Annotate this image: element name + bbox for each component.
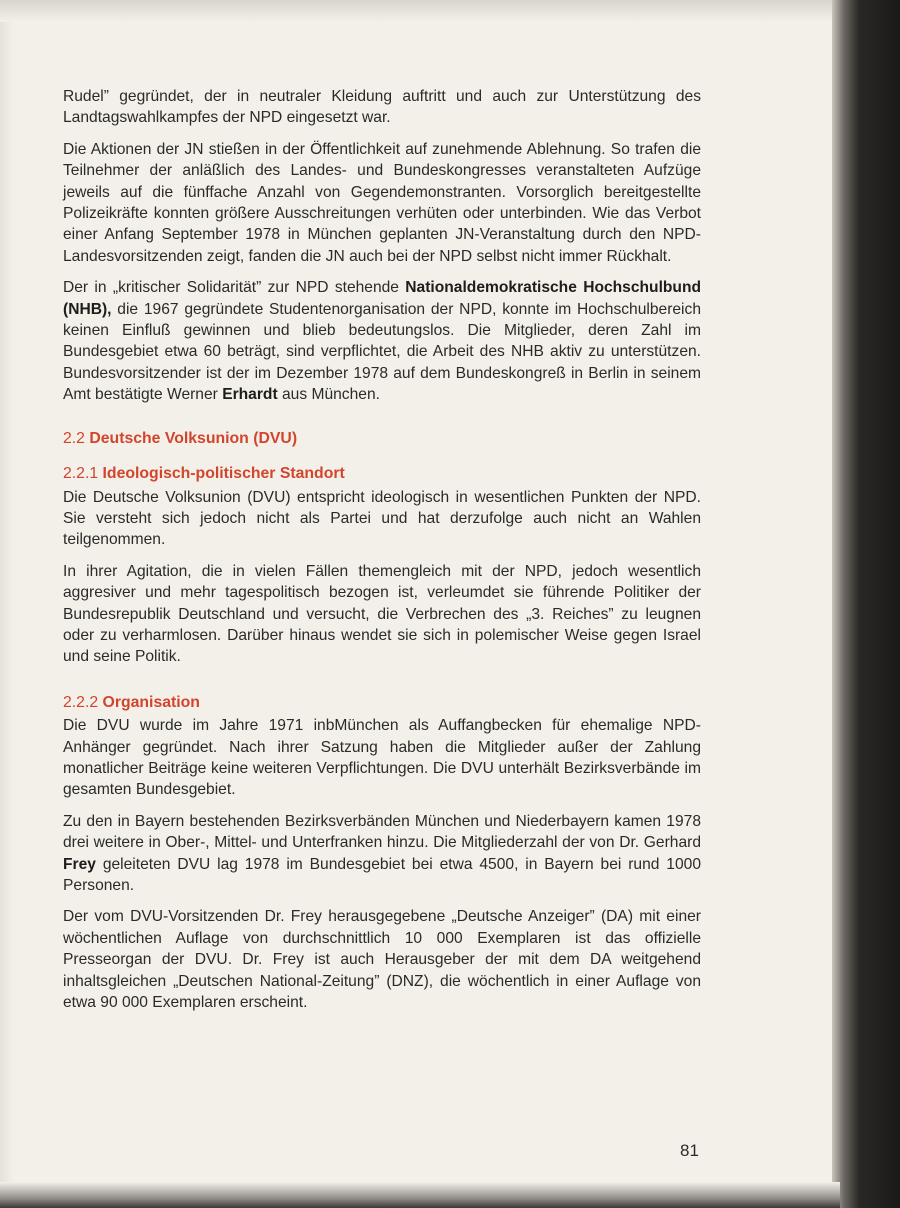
page-text-column — [63, 86, 701, 1023]
page-number: 81 — [680, 1141, 699, 1160]
section-heading-2-2-1 — [63, 463, 701, 484]
nhb-bold-name: Nationaldemokratische Hochschulbund (NHB), — [63, 279, 702, 318]
paragraph-dvu-ideologie: Die Deutsche Volksunion (DVU) entspricht ideologisch in wesentlichen Punkten der NPD. Sie versteht sich jedoch nicht als Partei und hat derzufolge auch nicht an Wahlen teilgenommen. — [63, 488, 701, 549]
paragraph-dvu-agitation: In ihrer Agitation, die in vielen Fällen themengleich mit der NPD, jedoch wesentlich aggresiver und mehr tagespolitisch bezogen ist, verleumdet sie führende Politiker der Bundesrepublik Deutschland und versucht, die Verbrechen des „3. Reiches” zu leugnen oder zu verharmlosen. Darüber hinaus wendet sie sich in polemischer Weise gegen Israel und seine Politik. — [63, 562, 701, 666]
frey-text-post: geleiteten DVU lag 1978 im Bundesgebiet bei etwa 4500, in Bayern bei rund 1000 Personen. — [63, 855, 701, 894]
book-spine — [832, 0, 900, 1208]
paragraph-jn-aktionen: Die Aktionen der JN stießen in der Öffentlichkeit auf zunehmende Ablehnung. So trafen die Teilnehmer der anläßlich des Landes- und Bundeskongresses veranstalteten Aufzüge jeweils auf die fünffache Anzahl von Gegendemonstranten. Vorsorglich bereitgestellte Polizeikräfte konnten größere Ausschreitungen verhüten oder unterbinden. Wie das Verbot einer Anfang September 1978 in München geplanten JN-Veranstaltung durch den NPD-Landesvorsitzenden zeigt, fanden die JN auch bei der NPD selbst nicht immer Rückhalt. — [63, 140, 701, 265]
page-top-shadow — [0, 0, 840, 22]
page-left-edge — [0, 0, 14, 1208]
frey-bold-name: Frey — [63, 855, 96, 873]
section-title: Ideologisch-politischer Standort — [102, 465, 345, 483]
nhb-bold-erhardt: Erhardt — [222, 386, 278, 404]
page-bottom-shadow — [0, 1182, 840, 1208]
section-heading-2-2-2 — [63, 692, 701, 713]
paragraph-bezirksverbaende — [63, 811, 701, 897]
section-number: 2.2.2 — [63, 693, 99, 711]
paragraph-nhb — [63, 277, 701, 405]
section-number: 2.2.1 — [63, 465, 99, 483]
paragraph-presseorgan: Der vom DVU-Vorsitzenden Dr. Frey herausgegebene „Deutsche Anzeiger” (DA) mit einer wöchentlichen Auflage von durchschnittlich 10 000 Exemplaren ist das offizielle Presseorgan der DVU. Dr. Frey ist auch Herausgeber der mit dem DA weitgehend inhaltsgleichen „Deutschen National-Zeitung” (DNZ), die wöchentlich in einer Auflage von etwa 90 000 Exemplaren erscheint. — [63, 908, 701, 1012]
section-number: 2.2 — [63, 429, 85, 447]
nhb-text-mid: die 1967 gegründete Studentenorganisation der NPD, konnte im Hochschulbereich keinen Einfluß gewinnen und blieb bedeutungslos. Die Mitglieder, deren Zahl im Bundesgebiet etwa 60 beträgt, sind verpflichtet, die Arbeit des NHB aktiv zu unterstützen. Bundesvorsitzender ist der im Dezember 1978 auf dem Bundeskongreß in Berlin in seinem Amt bestätigte Werner — [63, 300, 701, 404]
section-title: Organisation — [102, 693, 200, 711]
frey-text-pre: Zu den in Bayern bestehenden Bezirksverbänden München und Niederbayern kamen 1978 drei weitere in Ober-, Mittel- und Unterfranken hinzu. Die Mitgliederzahl der von Dr. Gerhard — [63, 812, 701, 852]
section-title: Deutsche Volksunion (DVU) — [89, 429, 298, 447]
paragraph-rudel: Rudel” gegründet, der in neutraler Kleidung auftritt und auch zur Unterstützung des Landtagswahlkampfes der NPD eingesetzt war. — [63, 88, 701, 127]
section-heading-2-2 — [63, 428, 701, 449]
nhb-text-post: aus München. — [277, 386, 380, 404]
paragraph-dvu-gruendung: Die DVU wurde im Jahre 1971 inbMünchen als Auffangbecken für ehemalige NPD-Anhänger gegründet. Nach ihrer Satzung haben die Mitglieder außer der Zahlung monatlicher Beiträge keine weiteren Verpflichtungen. Die DVU unterhält Bezirksverbände im gesamten Bundesgebiet. — [63, 717, 701, 799]
nhb-text-pre: Der in „kritischer Solidarität” zur NPD stehende — [63, 279, 406, 297]
